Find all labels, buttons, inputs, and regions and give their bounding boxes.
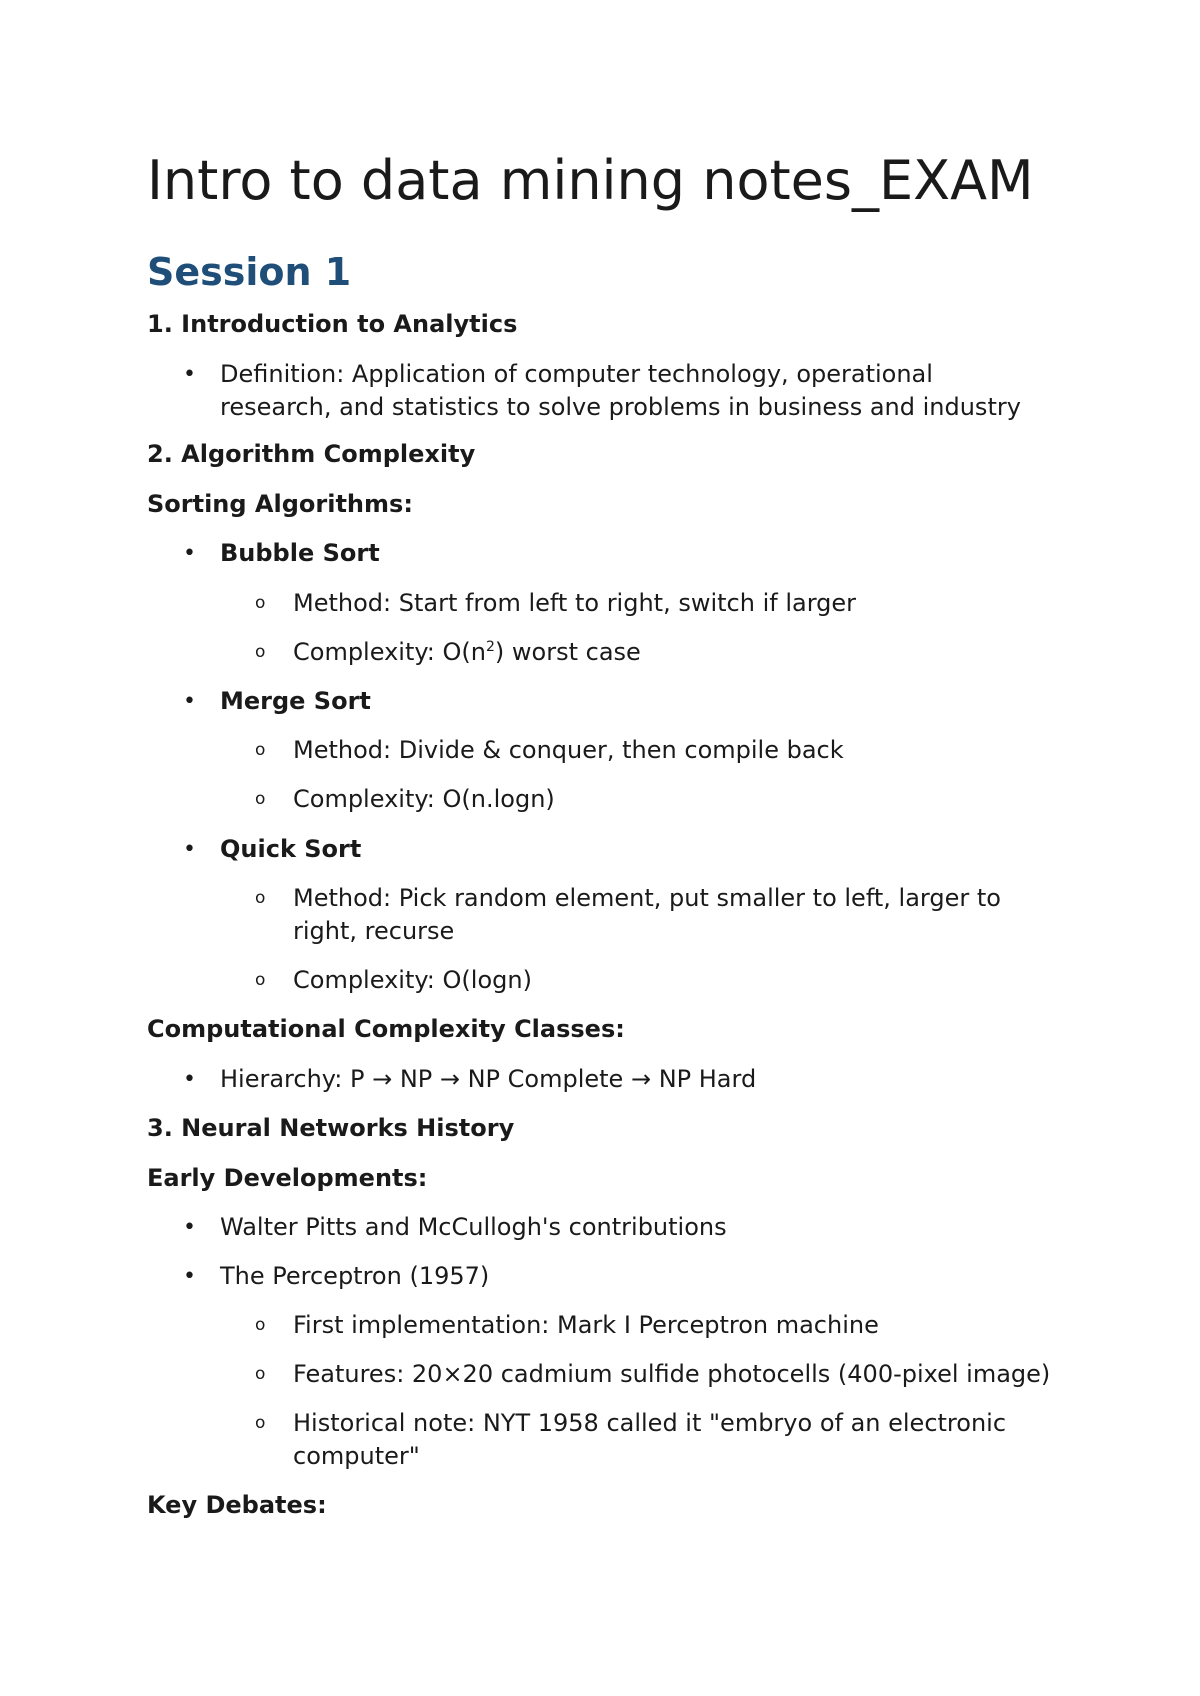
- definition-line-2: research, and statistics to solve problems in business and industry: [220, 393, 1021, 421]
- sub-bullet-icon: o: [255, 642, 266, 662]
- section-heading-complexity: 2. Algorithm Complexity: [147, 440, 476, 468]
- list-item-bubble-sort: Bubble Sort: [220, 539, 380, 567]
- list-item-merge-sort: Merge Sort: [220, 687, 371, 715]
- quick-complexity: Complexity: O(logn): [293, 966, 532, 994]
- bullet-icon: •: [183, 362, 196, 387]
- perceptron-item: The Perceptron (1957): [220, 1262, 490, 1290]
- document-title: Intro to data mining notes_EXAM: [147, 149, 1034, 212]
- bubble-complexity-tail: ) worst case: [494, 638, 641, 666]
- merge-complexity: Complexity: O(n.logn): [293, 785, 555, 813]
- features-item: Features: 20×20 cadmium sulfide photocells (400-pixel image): [293, 1360, 1051, 1388]
- bullet-icon: •: [183, 1215, 196, 1240]
- bubble-complexity: [293, 636, 641, 669]
- sub-bullet-icon: o: [255, 740, 266, 760]
- list-item-quick-sort: Quick Sort: [220, 835, 362, 863]
- session-heading: Session 1: [147, 250, 352, 294]
- historical-note-line-1: Historical note: NYT 1958 called it "embryo of an electronic: [293, 1409, 1007, 1437]
- bubble-method: Method: Start from left to right, switch if larger: [293, 589, 857, 617]
- bullet-icon: •: [183, 837, 196, 862]
- sub-bullet-icon: o: [255, 1315, 266, 1335]
- exponent: 2: [485, 639, 495, 655]
- merge-method: Method: Divide & conquer, then compile back: [293, 736, 844, 764]
- historical-note-line-2: computer": [293, 1442, 420, 1470]
- bullet-icon: •: [183, 541, 196, 566]
- section-heading-neural-networks: 3. Neural Networks History: [147, 1114, 515, 1142]
- quick-method-line-1: Method: Pick random element, put smaller to left, larger to: [293, 884, 1001, 912]
- sub-bullet-icon: o: [255, 970, 266, 990]
- subheading-key-debates: Key Debates:: [147, 1491, 327, 1519]
- quick-method-line-2: right, recurse: [293, 917, 455, 945]
- sub-bullet-icon: o: [255, 888, 266, 908]
- hierarchy-item: Hierarchy: P → NP → NP Complete → NP Hard: [220, 1065, 757, 1093]
- bubble-complexity-text: Complexity: O(n: [293, 638, 486, 666]
- pitts-item: Walter Pitts and McCullogh's contributions: [220, 1213, 727, 1241]
- bullet-icon: •: [183, 1067, 196, 1092]
- bullet-icon: •: [183, 689, 196, 714]
- bullet-icon: •: [183, 1264, 196, 1289]
- sub-bullet-icon: o: [255, 593, 266, 613]
- first-implementation: First implementation: Mark I Perceptron machine: [293, 1311, 879, 1339]
- sub-bullet-icon: o: [255, 1413, 266, 1433]
- subheading-sorting: Sorting Algorithms:: [147, 490, 413, 518]
- sub-bullet-icon: o: [255, 789, 266, 809]
- sub-bullet-icon: o: [255, 1364, 266, 1384]
- section-heading-analytics: 1. Introduction to Analytics: [147, 310, 518, 338]
- subheading-early-developments: Early Developments:: [147, 1164, 428, 1192]
- subheading-complexity-classes: Computational Complexity Classes:: [147, 1015, 625, 1043]
- definition-line-1: Definition: Application of computer technology, operational: [220, 360, 933, 388]
